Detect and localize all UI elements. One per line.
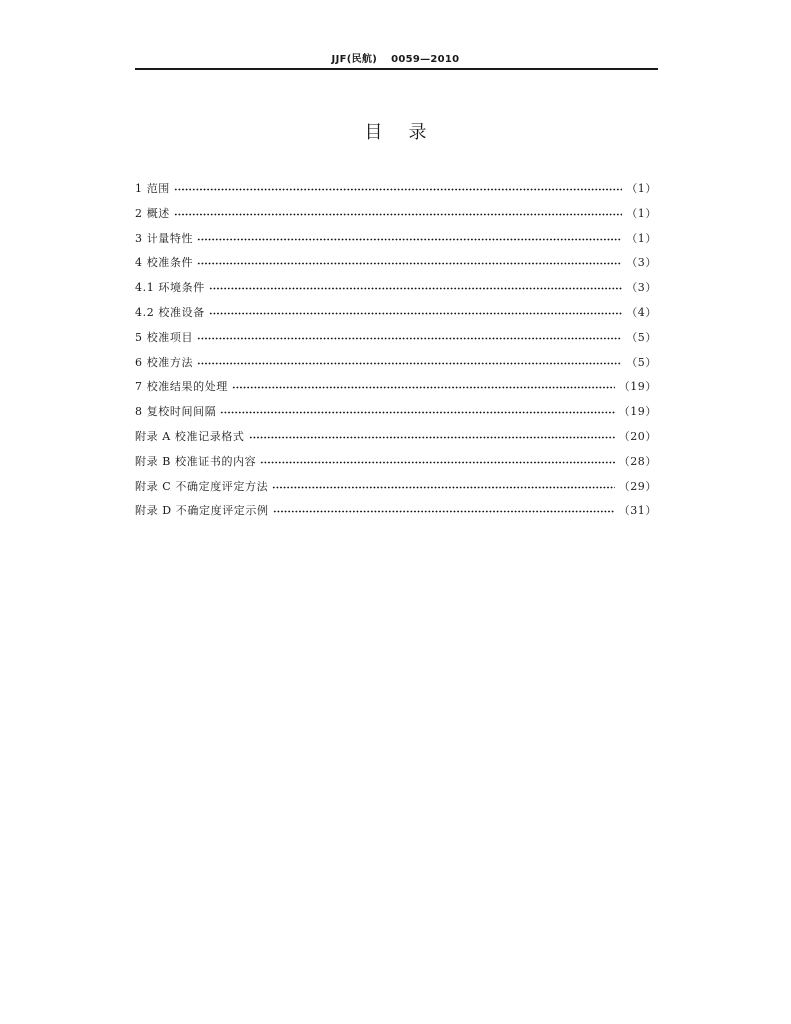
toc-leader-dots xyxy=(174,182,622,192)
page-header xyxy=(0,50,791,65)
toc-entry-label: 2 概述 xyxy=(135,206,170,220)
toc-entry[interactable] xyxy=(135,301,657,326)
standard-number: 0059—2010 xyxy=(391,54,460,65)
toc-entry[interactable] xyxy=(135,276,657,301)
toc-leader-dots xyxy=(220,405,614,415)
toc-entry-label: 5 校准项目 xyxy=(135,330,194,344)
toc-leader-dots xyxy=(232,380,615,390)
toc-entry-label: 附录 C 不确定度评定方法 xyxy=(135,479,269,493)
toc-entry[interactable] xyxy=(135,351,657,376)
toc-entry[interactable] xyxy=(135,375,657,400)
toc-entry-page: （28） xyxy=(618,454,657,468)
toc-leader-dots xyxy=(273,504,615,514)
toc-entry-page: （1） xyxy=(626,206,657,220)
toc-entry[interactable] xyxy=(135,202,657,227)
toc-entry-page: （29） xyxy=(618,479,657,493)
toc-entry[interactable] xyxy=(135,326,657,351)
toc-entry[interactable] xyxy=(135,177,657,202)
toc-entry[interactable] xyxy=(135,400,657,425)
standard-code: JJF(民航) xyxy=(331,54,378,65)
toc-entry[interactable] xyxy=(135,499,657,524)
toc-entry-label: 4.2 校准设备 xyxy=(135,305,205,319)
toc-entry-page: （3） xyxy=(626,256,657,270)
toc-entry-page: （19） xyxy=(618,405,657,419)
header-rule xyxy=(135,68,658,70)
toc-leader-dots xyxy=(197,232,622,242)
toc-entry-page: （20） xyxy=(618,429,657,443)
toc-leader-dots xyxy=(209,281,622,291)
toc-entry-label: 8 复校时间间隔 xyxy=(135,405,217,419)
toc-entry-page: （5） xyxy=(626,330,657,344)
toc-leader-dots xyxy=(197,356,622,366)
toc-entry-page: （3） xyxy=(626,281,657,295)
toc-entry-label: 3 计量特性 xyxy=(135,231,194,245)
page-title: 目录 xyxy=(364,122,453,143)
toc-leader-dots xyxy=(197,256,622,266)
toc-entry[interactable] xyxy=(135,475,657,500)
toc-leader-dots xyxy=(197,331,622,341)
toc-leader-dots xyxy=(174,207,622,217)
toc-entry-label: 4 校准条件 xyxy=(135,256,194,270)
toc-leader-dots xyxy=(272,480,614,490)
toc-entry-page: （5） xyxy=(626,355,657,369)
toc-entry[interactable] xyxy=(135,450,657,475)
toc-leader-dots xyxy=(249,430,615,440)
toc-leader-dots xyxy=(209,306,622,316)
toc-entry-label: 4.1 环境条件 xyxy=(135,281,205,295)
toc-entry-label: 附录 B 校准证书的内容 xyxy=(135,454,257,468)
toc-entry-label: 附录 D 不确定度评定示例 xyxy=(135,504,269,518)
toc-entry-label: 1 范围 xyxy=(135,182,170,195)
toc-entry-label: 附录 A 校准记录格式 xyxy=(135,429,245,443)
toc-entry-label: 6 校准方法 xyxy=(135,355,194,369)
toc-entry-page: （1） xyxy=(626,182,657,195)
toc-entry-page: （19） xyxy=(618,380,657,394)
toc-entry[interactable] xyxy=(135,251,657,276)
table-of-contents xyxy=(135,177,657,524)
toc-entry-label: 7 校准结果的处理 xyxy=(135,380,228,394)
toc-entry-page: （1） xyxy=(626,231,657,245)
toc-entry-page: （4） xyxy=(626,305,657,319)
toc-entry[interactable] xyxy=(135,425,657,450)
toc-entry-page: （31） xyxy=(618,504,657,518)
toc-entry[interactable] xyxy=(135,227,657,252)
toc-leader-dots xyxy=(260,455,614,465)
